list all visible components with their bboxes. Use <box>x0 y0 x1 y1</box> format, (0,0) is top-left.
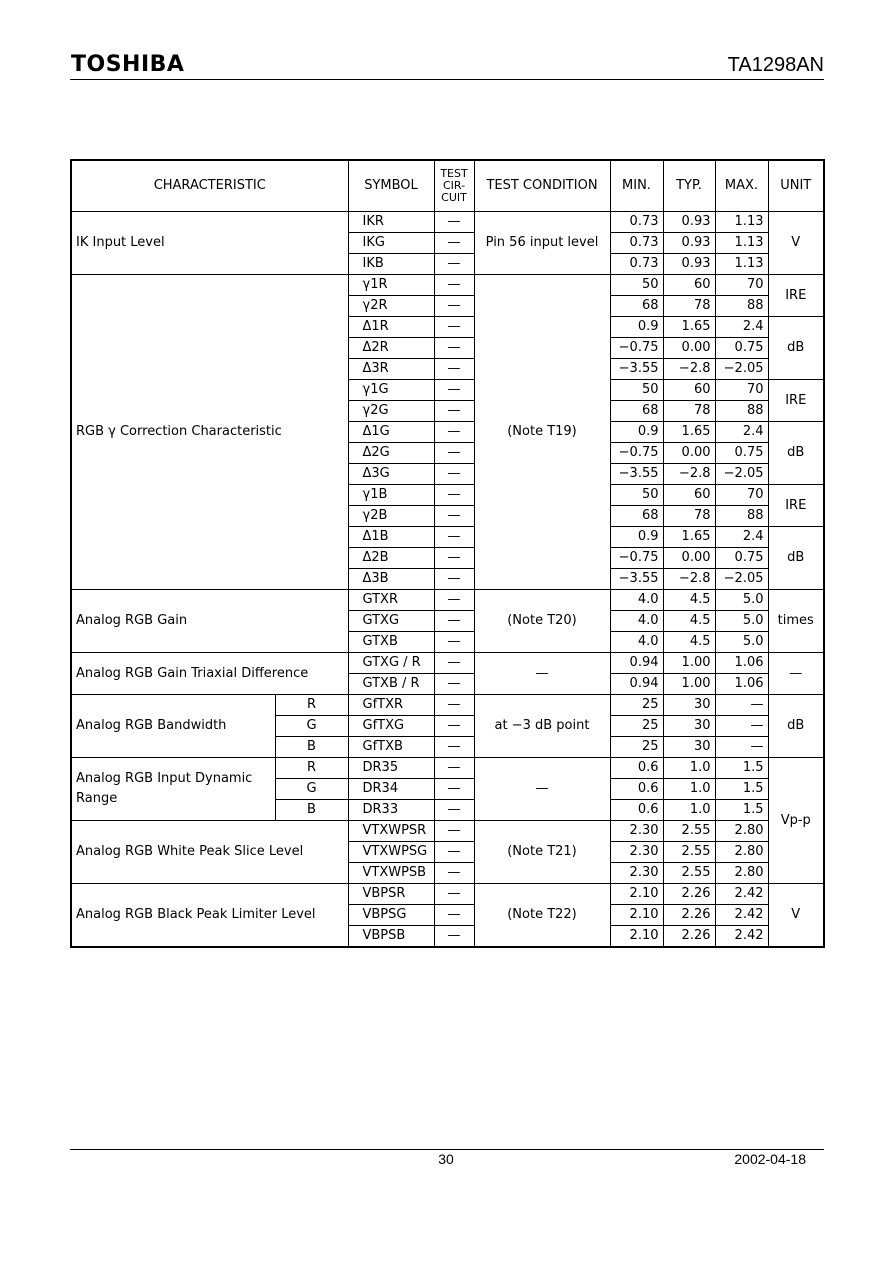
symbol-text: GTXR <box>362 592 398 607</box>
typ-cell: 2.55 <box>663 821 715 842</box>
min-cell: 25 <box>610 695 663 716</box>
max-cell: 2.80 <box>715 821 768 842</box>
max-cell: 0.75 <box>715 548 768 569</box>
test-circuit-cell: — <box>434 905 474 926</box>
typ-cell: 4.5 <box>663 590 715 611</box>
symbol-cell <box>348 254 434 275</box>
typ-cell: 0.93 <box>663 212 715 233</box>
test-condition-cell: — <box>474 653 610 695</box>
min-cell: 50 <box>610 275 663 296</box>
typ-cell: 2.55 <box>663 842 715 863</box>
typ-cell: 4.5 <box>663 611 715 632</box>
test-circuit-cell: — <box>434 884 474 905</box>
document-date: 2002-04-18 <box>734 1151 806 1167</box>
typ-cell: 30 <box>663 695 715 716</box>
max-cell: 1.13 <box>715 233 768 254</box>
symbol-cell <box>348 863 434 884</box>
max-cell: −2.05 <box>715 359 768 380</box>
symbol-cell <box>348 695 434 716</box>
max-cell: 70 <box>715 380 768 401</box>
characteristic-cell: Analog RGB Gain Triaxial Difference <box>71 653 348 695</box>
spec-table <box>70 159 825 948</box>
typ-cell: 0.93 <box>663 254 715 275</box>
test-circuit-cell: — <box>434 842 474 863</box>
max-cell: 1.13 <box>715 254 768 275</box>
test-circuit-cell: — <box>434 674 474 695</box>
max-cell: 5.0 <box>715 590 768 611</box>
min-cell: 0.73 <box>610 254 663 275</box>
page-number: 30 <box>438 1151 454 1167</box>
typ-cell: 30 <box>663 716 715 737</box>
typ-cell: −2.8 <box>663 464 715 485</box>
unit-cell: Vp-p <box>768 758 824 884</box>
max-cell: 2.80 <box>715 863 768 884</box>
symbol-cell <box>348 716 434 737</box>
min-cell: 25 <box>610 716 663 737</box>
unit-cell: — <box>768 653 824 695</box>
max-cell: 1.5 <box>715 779 768 800</box>
min-cell: 0.94 <box>610 674 663 695</box>
max-cell: — <box>715 695 768 716</box>
min-cell: −0.75 <box>610 443 663 464</box>
typ-cell: 2.26 <box>663 926 715 948</box>
max-cell: 2.42 <box>715 884 768 905</box>
typ-cell: 78 <box>663 401 715 422</box>
symbol-text: Δ2G <box>362 445 390 460</box>
test-circuit-cell: — <box>434 317 474 338</box>
typ-cell: −2.8 <box>663 359 715 380</box>
symbol-cell <box>348 212 434 233</box>
typ-cell: 2.26 <box>663 884 715 905</box>
symbol-text: DR35 <box>362 760 399 775</box>
test-circuit-cell: — <box>434 296 474 317</box>
header-rule <box>70 79 824 80</box>
min-cell: 4.0 <box>610 632 663 653</box>
min-cell: 2.10 <box>610 884 663 905</box>
max-cell: 5.0 <box>715 611 768 632</box>
symbol-cell <box>348 275 434 296</box>
symbol-text: GfTXG <box>362 718 405 733</box>
symbol-cell <box>348 485 434 506</box>
part-number: TA1298AN <box>727 54 824 76</box>
max-cell: 1.13 <box>715 212 768 233</box>
unit-cell: dB <box>768 695 824 758</box>
symbol-cell <box>348 800 434 821</box>
test-circuit-cell: — <box>434 422 474 443</box>
min-cell: −3.55 <box>610 464 663 485</box>
symbol-text: IKR <box>362 214 384 229</box>
characteristic-cell: Analog RGB Black Peak Limiter Level <box>71 884 348 948</box>
symbol-text: GTXG <box>362 613 400 628</box>
symbol-text: Δ1G <box>362 424 390 439</box>
test-circuit-cell: — <box>434 359 474 380</box>
max-cell: 88 <box>715 506 768 527</box>
symbol-cell <box>348 758 434 779</box>
test-circuit-cell: — <box>434 926 474 948</box>
test-circuit-cell: — <box>434 464 474 485</box>
table-row <box>71 695 824 716</box>
max-cell: 0.75 <box>715 443 768 464</box>
header-test-circuit: TEST CIR- CUIT <box>434 160 474 212</box>
min-cell: 2.10 <box>610 926 663 948</box>
unit-cell: dB <box>768 422 824 485</box>
symbol-cell <box>348 842 434 863</box>
header-symbol: SYMBOL <box>348 160 434 212</box>
typ-cell: 0.00 <box>663 548 715 569</box>
characteristic-cell: IK Input Level <box>71 212 348 275</box>
min-cell: 25 <box>610 737 663 758</box>
symbol-cell <box>348 569 434 590</box>
channel-cell: B <box>275 737 348 758</box>
min-cell: −0.75 <box>610 548 663 569</box>
symbol-text: γ1G <box>362 382 389 397</box>
symbol-cell <box>348 317 434 338</box>
test-circuit-cell: — <box>434 590 474 611</box>
min-cell: 68 <box>610 401 663 422</box>
test-circuit-cell: — <box>434 632 474 653</box>
min-cell: 50 <box>610 380 663 401</box>
company-logo: TOSHIBA <box>71 52 185 77</box>
symbol-cell <box>348 590 434 611</box>
min-cell: 0.94 <box>610 653 663 674</box>
symbol-cell <box>348 443 434 464</box>
min-cell: 0.6 <box>610 779 663 800</box>
max-cell: 70 <box>715 275 768 296</box>
test-circuit-cell: — <box>434 653 474 674</box>
unit-cell: V <box>768 884 824 948</box>
min-cell: 0.9 <box>610 422 663 443</box>
symbol-text: VBPSB <box>362 928 406 943</box>
test-circuit-cell: — <box>434 611 474 632</box>
symbol-cell <box>348 527 434 548</box>
channel-cell: B <box>275 800 348 821</box>
test-condition-cell: Pin 56 input level <box>474 212 610 275</box>
header-unit: UNIT <box>768 160 824 212</box>
max-cell: 70 <box>715 485 768 506</box>
table-header-row <box>71 160 824 212</box>
typ-cell: 1.65 <box>663 527 715 548</box>
max-cell: — <box>715 737 768 758</box>
typ-cell: 1.0 <box>663 800 715 821</box>
test-circuit-cell: — <box>434 233 474 254</box>
unit-cell: times <box>768 590 824 653</box>
min-cell: 4.0 <box>610 611 663 632</box>
characteristic-cell: Analog RGB White Peak Slice Level <box>71 821 348 884</box>
typ-cell: 2.55 <box>663 863 715 884</box>
min-cell: 0.9 <box>610 317 663 338</box>
typ-cell: 78 <box>663 296 715 317</box>
table-row <box>71 884 824 905</box>
symbol-text: VBPSR <box>362 886 406 901</box>
header-typ: TYP. <box>663 160 715 212</box>
symbol-cell <box>348 611 434 632</box>
characteristic-cell: RGB γ Correction Characteristic <box>71 275 348 590</box>
typ-cell: −2.8 <box>663 569 715 590</box>
min-cell: 0.6 <box>610 800 663 821</box>
test-circuit-cell: — <box>434 779 474 800</box>
channel-cell: R <box>275 695 348 716</box>
unit-cell: IRE <box>768 485 824 527</box>
header-max: MAX. <box>715 160 768 212</box>
header-characteristic: CHARACTERISTIC <box>71 160 348 212</box>
symbol-text: Δ2B <box>362 550 389 565</box>
symbol-cell <box>348 653 434 674</box>
symbol-text: VBPSG <box>362 907 407 922</box>
min-cell: 0.73 <box>610 212 663 233</box>
typ-cell: 1.0 <box>663 779 715 800</box>
typ-cell: 1.65 <box>663 317 715 338</box>
max-cell: — <box>715 716 768 737</box>
symbol-cell <box>348 737 434 758</box>
characteristic-cell: Analog RGB Input Dynamic Range <box>71 758 275 821</box>
typ-cell: 0.00 <box>663 443 715 464</box>
test-circuit-cell: — <box>434 716 474 737</box>
max-cell: 1.06 <box>715 674 768 695</box>
test-circuit-cell: — <box>434 695 474 716</box>
channel-cell: R <box>275 758 348 779</box>
footer-rule <box>70 1149 824 1150</box>
table-row <box>71 821 824 842</box>
test-condition-cell: at −3 dB point <box>474 695 610 758</box>
min-cell: 2.10 <box>610 905 663 926</box>
test-circuit-cell: — <box>434 506 474 527</box>
test-circuit-cell: — <box>434 863 474 884</box>
typ-cell: 60 <box>663 380 715 401</box>
symbol-text: GfTXB <box>362 739 403 754</box>
typ-cell: 4.5 <box>663 632 715 653</box>
max-cell: 0.75 <box>715 338 768 359</box>
test-circuit-cell: — <box>434 275 474 296</box>
symbol-text: γ1R <box>362 277 388 292</box>
symbol-text: VTXWPSB <box>362 865 427 880</box>
min-cell: 68 <box>610 296 663 317</box>
symbol-text: GTXB / R <box>362 676 420 691</box>
test-condition-cell: (Note T22) <box>474 884 610 948</box>
test-circuit-cell: — <box>434 800 474 821</box>
table-body <box>71 212 824 948</box>
symbol-text: Δ1R <box>362 319 389 334</box>
symbol-cell <box>348 548 434 569</box>
symbol-cell <box>348 359 434 380</box>
table-row <box>71 653 824 674</box>
symbol-cell <box>348 905 434 926</box>
test-condition-cell: (Note T19) <box>474 275 610 590</box>
test-condition-cell: (Note T20) <box>474 590 610 653</box>
symbol-cell <box>348 233 434 254</box>
symbol-text: GTXB <box>362 634 398 649</box>
typ-cell: 1.0 <box>663 758 715 779</box>
symbol-text: γ1B <box>362 487 388 502</box>
table-row <box>71 590 824 611</box>
symbol-text: GfTXR <box>362 697 404 712</box>
symbol-text: DR33 <box>362 802 399 817</box>
max-cell: 5.0 <box>715 632 768 653</box>
test-condition-cell: (Note T21) <box>474 821 610 884</box>
symbol-cell <box>348 674 434 695</box>
symbol-cell <box>348 884 434 905</box>
typ-cell: 60 <box>663 485 715 506</box>
symbol-text: Δ3R <box>362 361 389 376</box>
min-cell: 0.6 <box>610 758 663 779</box>
max-cell: −2.05 <box>715 569 768 590</box>
typ-cell: 30 <box>663 737 715 758</box>
symbol-cell <box>348 464 434 485</box>
max-cell: 88 <box>715 401 768 422</box>
header-min: MIN. <box>610 160 663 212</box>
max-cell: 88 <box>715 296 768 317</box>
table-row <box>71 212 824 233</box>
max-cell: 2.42 <box>715 926 768 948</box>
symbol-text: VTXWPSG <box>362 844 428 859</box>
symbol-cell <box>348 821 434 842</box>
min-cell: 2.30 <box>610 842 663 863</box>
max-cell: 2.4 <box>715 422 768 443</box>
typ-cell: 60 <box>663 275 715 296</box>
table-row <box>71 758 824 779</box>
min-cell: 4.0 <box>610 590 663 611</box>
max-cell: 2.80 <box>715 842 768 863</box>
symbol-cell <box>348 380 434 401</box>
unit-cell: IRE <box>768 275 824 317</box>
symbol-text: Δ2R <box>362 340 389 355</box>
symbol-cell <box>348 632 434 653</box>
min-cell: −3.55 <box>610 569 663 590</box>
symbol-text: γ2B <box>362 508 388 523</box>
max-cell: 2.42 <box>715 905 768 926</box>
test-circuit-cell: — <box>434 527 474 548</box>
test-circuit-cell: — <box>434 212 474 233</box>
symbol-text: γ2G <box>362 403 389 418</box>
test-circuit-cell: — <box>434 737 474 758</box>
min-cell: 2.30 <box>610 863 663 884</box>
min-cell: 50 <box>610 485 663 506</box>
symbol-cell <box>348 506 434 527</box>
max-cell: 1.06 <box>715 653 768 674</box>
test-circuit-cell: — <box>434 338 474 359</box>
symbol-cell <box>348 779 434 800</box>
unit-cell: V <box>768 212 824 275</box>
symbol-text: Δ1B <box>362 529 389 544</box>
symbol-text: DR34 <box>362 781 399 796</box>
max-cell: 2.4 <box>715 317 768 338</box>
test-circuit-cell: — <box>434 254 474 275</box>
max-cell: 2.4 <box>715 527 768 548</box>
min-cell: −3.55 <box>610 359 663 380</box>
test-circuit-cell: — <box>434 380 474 401</box>
characteristic-cell: Analog RGB Bandwidth <box>71 695 275 758</box>
symbol-cell <box>348 296 434 317</box>
test-circuit-cell: — <box>434 569 474 590</box>
test-circuit-cell: — <box>434 485 474 506</box>
typ-cell: 1.65 <box>663 422 715 443</box>
max-cell: 1.5 <box>715 800 768 821</box>
test-circuit-cell: — <box>434 443 474 464</box>
test-circuit-cell: — <box>434 758 474 779</box>
typ-cell: 1.00 <box>663 674 715 695</box>
table-row <box>71 275 824 296</box>
min-cell: −0.75 <box>610 338 663 359</box>
min-cell: 2.30 <box>610 821 663 842</box>
symbol-cell <box>348 926 434 948</box>
header-test-condition: TEST CONDITION <box>474 160 610 212</box>
symbol-cell <box>348 422 434 443</box>
max-cell: 1.5 <box>715 758 768 779</box>
typ-cell: 2.26 <box>663 905 715 926</box>
symbol-cell <box>348 401 434 422</box>
symbol-text: Δ3B <box>362 571 389 586</box>
symbol-text: Δ3G <box>362 466 390 481</box>
channel-cell: G <box>275 779 348 800</box>
symbol-text: IKG <box>362 235 385 250</box>
symbol-cell <box>348 338 434 359</box>
typ-cell: 1.00 <box>663 653 715 674</box>
test-circuit-cell: — <box>434 548 474 569</box>
min-cell: 0.9 <box>610 527 663 548</box>
channel-cell: G <box>275 716 348 737</box>
test-condition-cell: — <box>474 758 610 821</box>
unit-cell: IRE <box>768 380 824 422</box>
symbol-text: γ2R <box>362 298 388 313</box>
symbol-text: IKB <box>362 256 384 271</box>
min-cell: 68 <box>610 506 663 527</box>
test-circuit-cell: — <box>434 821 474 842</box>
unit-cell: dB <box>768 527 824 590</box>
unit-cell: dB <box>768 317 824 380</box>
typ-cell: 78 <box>663 506 715 527</box>
symbol-text: GTXG / R <box>362 655 421 670</box>
min-cell: 0.73 <box>610 233 663 254</box>
max-cell: −2.05 <box>715 464 768 485</box>
typ-cell: 0.00 <box>663 338 715 359</box>
test-circuit-cell: — <box>434 401 474 422</box>
typ-cell: 0.93 <box>663 233 715 254</box>
symbol-text: VTXWPSR <box>362 823 427 838</box>
characteristic-cell: Analog RGB Gain <box>71 590 348 653</box>
